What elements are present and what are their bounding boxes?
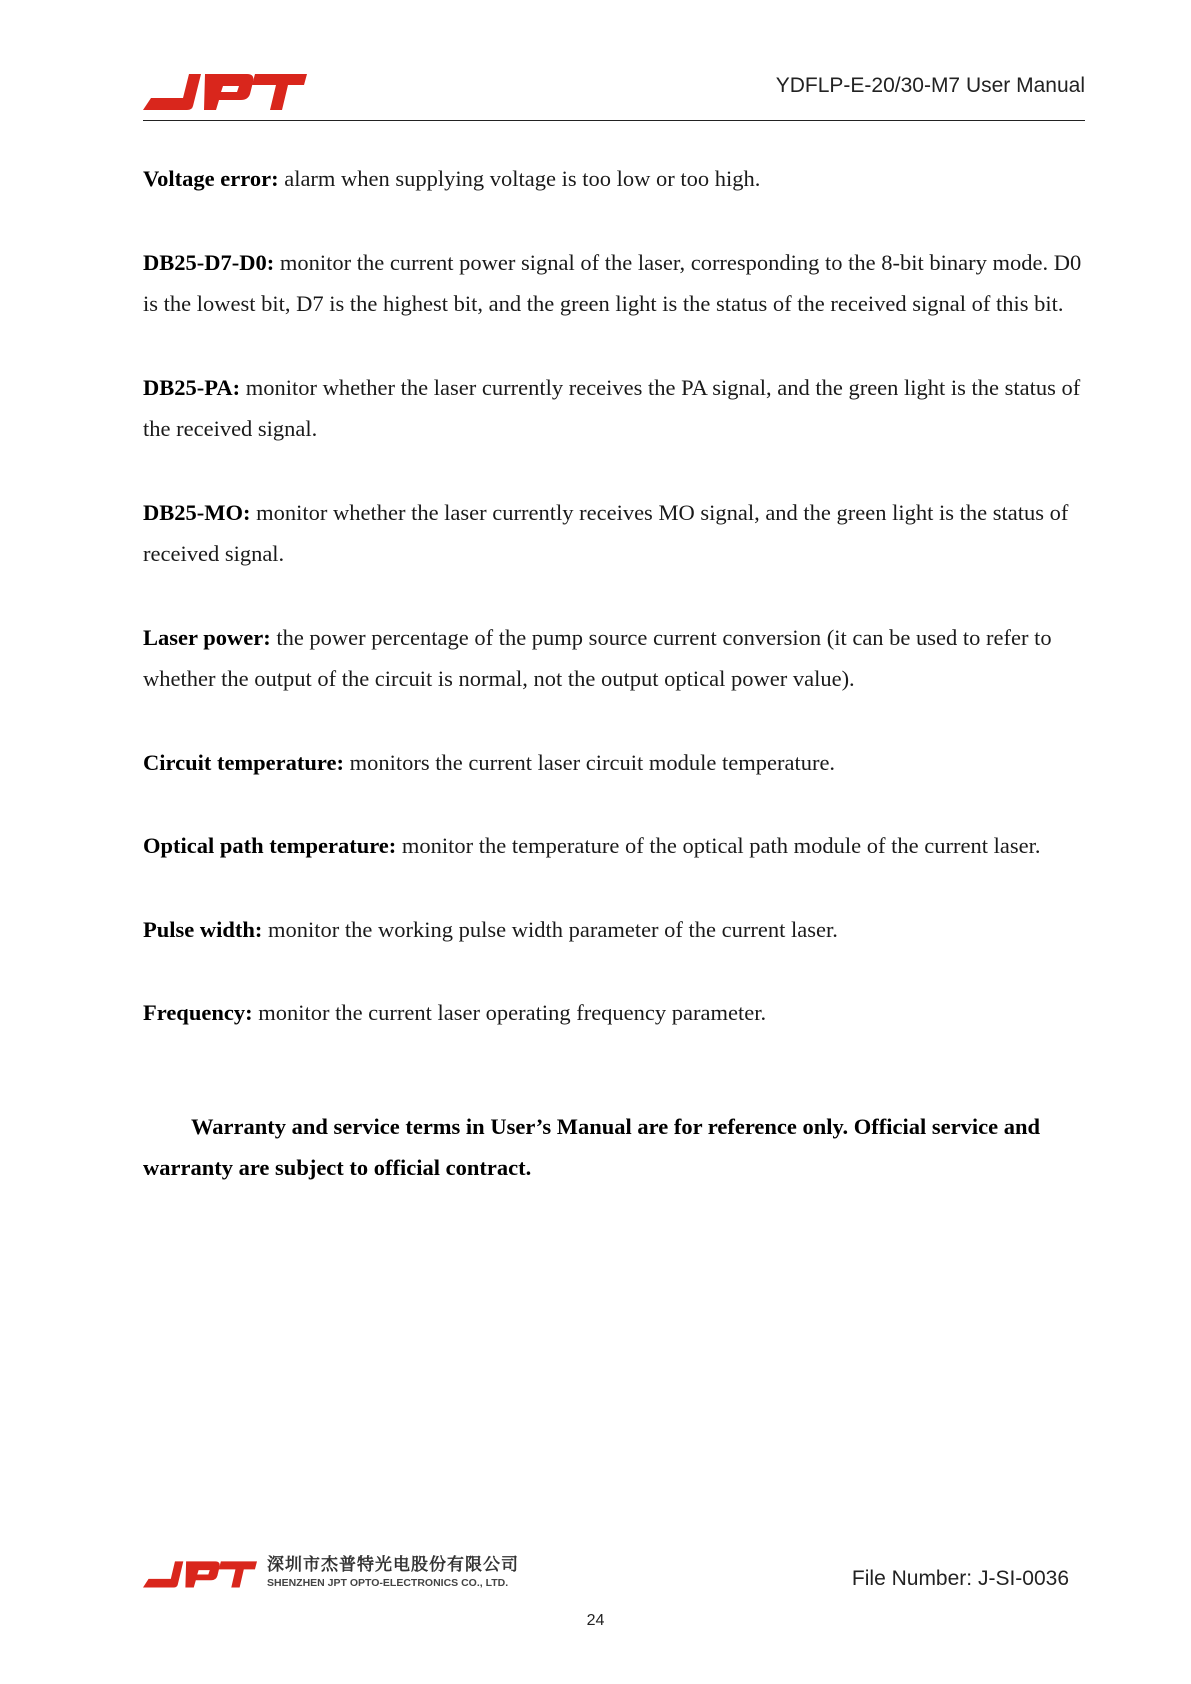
definition: alarm when supplying voltage is too low or too high. [278, 166, 761, 191]
jpt-logo-footer [143, 1557, 257, 1589]
company-name [267, 1555, 519, 1591]
paragraph-pulse-width [143, 909, 1085, 951]
term: DB25-D7-D0: [143, 249, 275, 275]
definition: monitor the current power signal of the laser, corresponding to the 8-bit binary mode. D0 is the lowest bit, D7 is the highest bit, and the green light is the status of the received signal of this bit. [143, 249, 1082, 316]
definition: monitor the temperature of the optical path module of the current laser. [396, 833, 1041, 858]
paragraph-db25-d7-d0 [143, 242, 1085, 325]
jpt-logo [143, 68, 307, 112]
term: DB25-MO: [143, 499, 251, 525]
document-body [143, 158, 1085, 1211]
term: Pulse width: [143, 916, 263, 942]
company-name-cn: 深圳市杰普特光电股份有限公司 [267, 1555, 519, 1575]
term: Voltage error: [143, 166, 279, 191]
page-number: 24 [586, 1612, 605, 1629]
paragraph-optical-path-temperature [143, 825, 1085, 867]
page-footer [143, 1553, 1085, 1603]
term: Frequency: [143, 1000, 253, 1025]
definition: monitors the current laser circuit module temperature. [343, 749, 836, 775]
paragraph-db25-mo [143, 492, 1085, 575]
definition: monitor whether the laser currently receives the PA signal, and the green light is the status of the received signal. [143, 374, 1081, 441]
paragraph-circuit-temperature [143, 742, 1085, 784]
definition: monitor whether the laser currently receives MO signal, and the green light is the status of received signal. [143, 499, 1069, 566]
term: Laser power: [143, 624, 271, 650]
definition: monitor the current laser operating frequency parameter. [252, 1000, 767, 1025]
definition: the power percentage of the pump source current conversion (it can be used to refer to whether the output of the circuit is normal, not the output optical power value). [143, 624, 1052, 691]
term: Circuit temperature: [143, 749, 344, 775]
paragraph-frequency [143, 992, 1085, 1034]
term: Optical path temperature: [143, 833, 397, 858]
paragraph-laser-power [143, 617, 1085, 700]
paragraph-voltage-error [143, 158, 1085, 200]
paragraph-db25-pa [143, 367, 1085, 450]
term: DB25-PA: [143, 374, 241, 400]
manual-title: YDFLP-E-20/30-M7 User Manual [775, 74, 1085, 97]
file-number: File Number: J-SI-0036 [851, 1567, 1069, 1590]
page-header [143, 64, 1085, 121]
company-name-en: SHENZHEN JPT OPTO-ELECTRONICS CO., LTD. [267, 1577, 509, 1589]
warranty-notice: Warranty and service terms in User’s Manual are for reference only. Official service and warranty are subject to official contract. [143, 1113, 1040, 1180]
definition: monitor the working pulse width parameter of the current laser. [262, 916, 838, 942]
